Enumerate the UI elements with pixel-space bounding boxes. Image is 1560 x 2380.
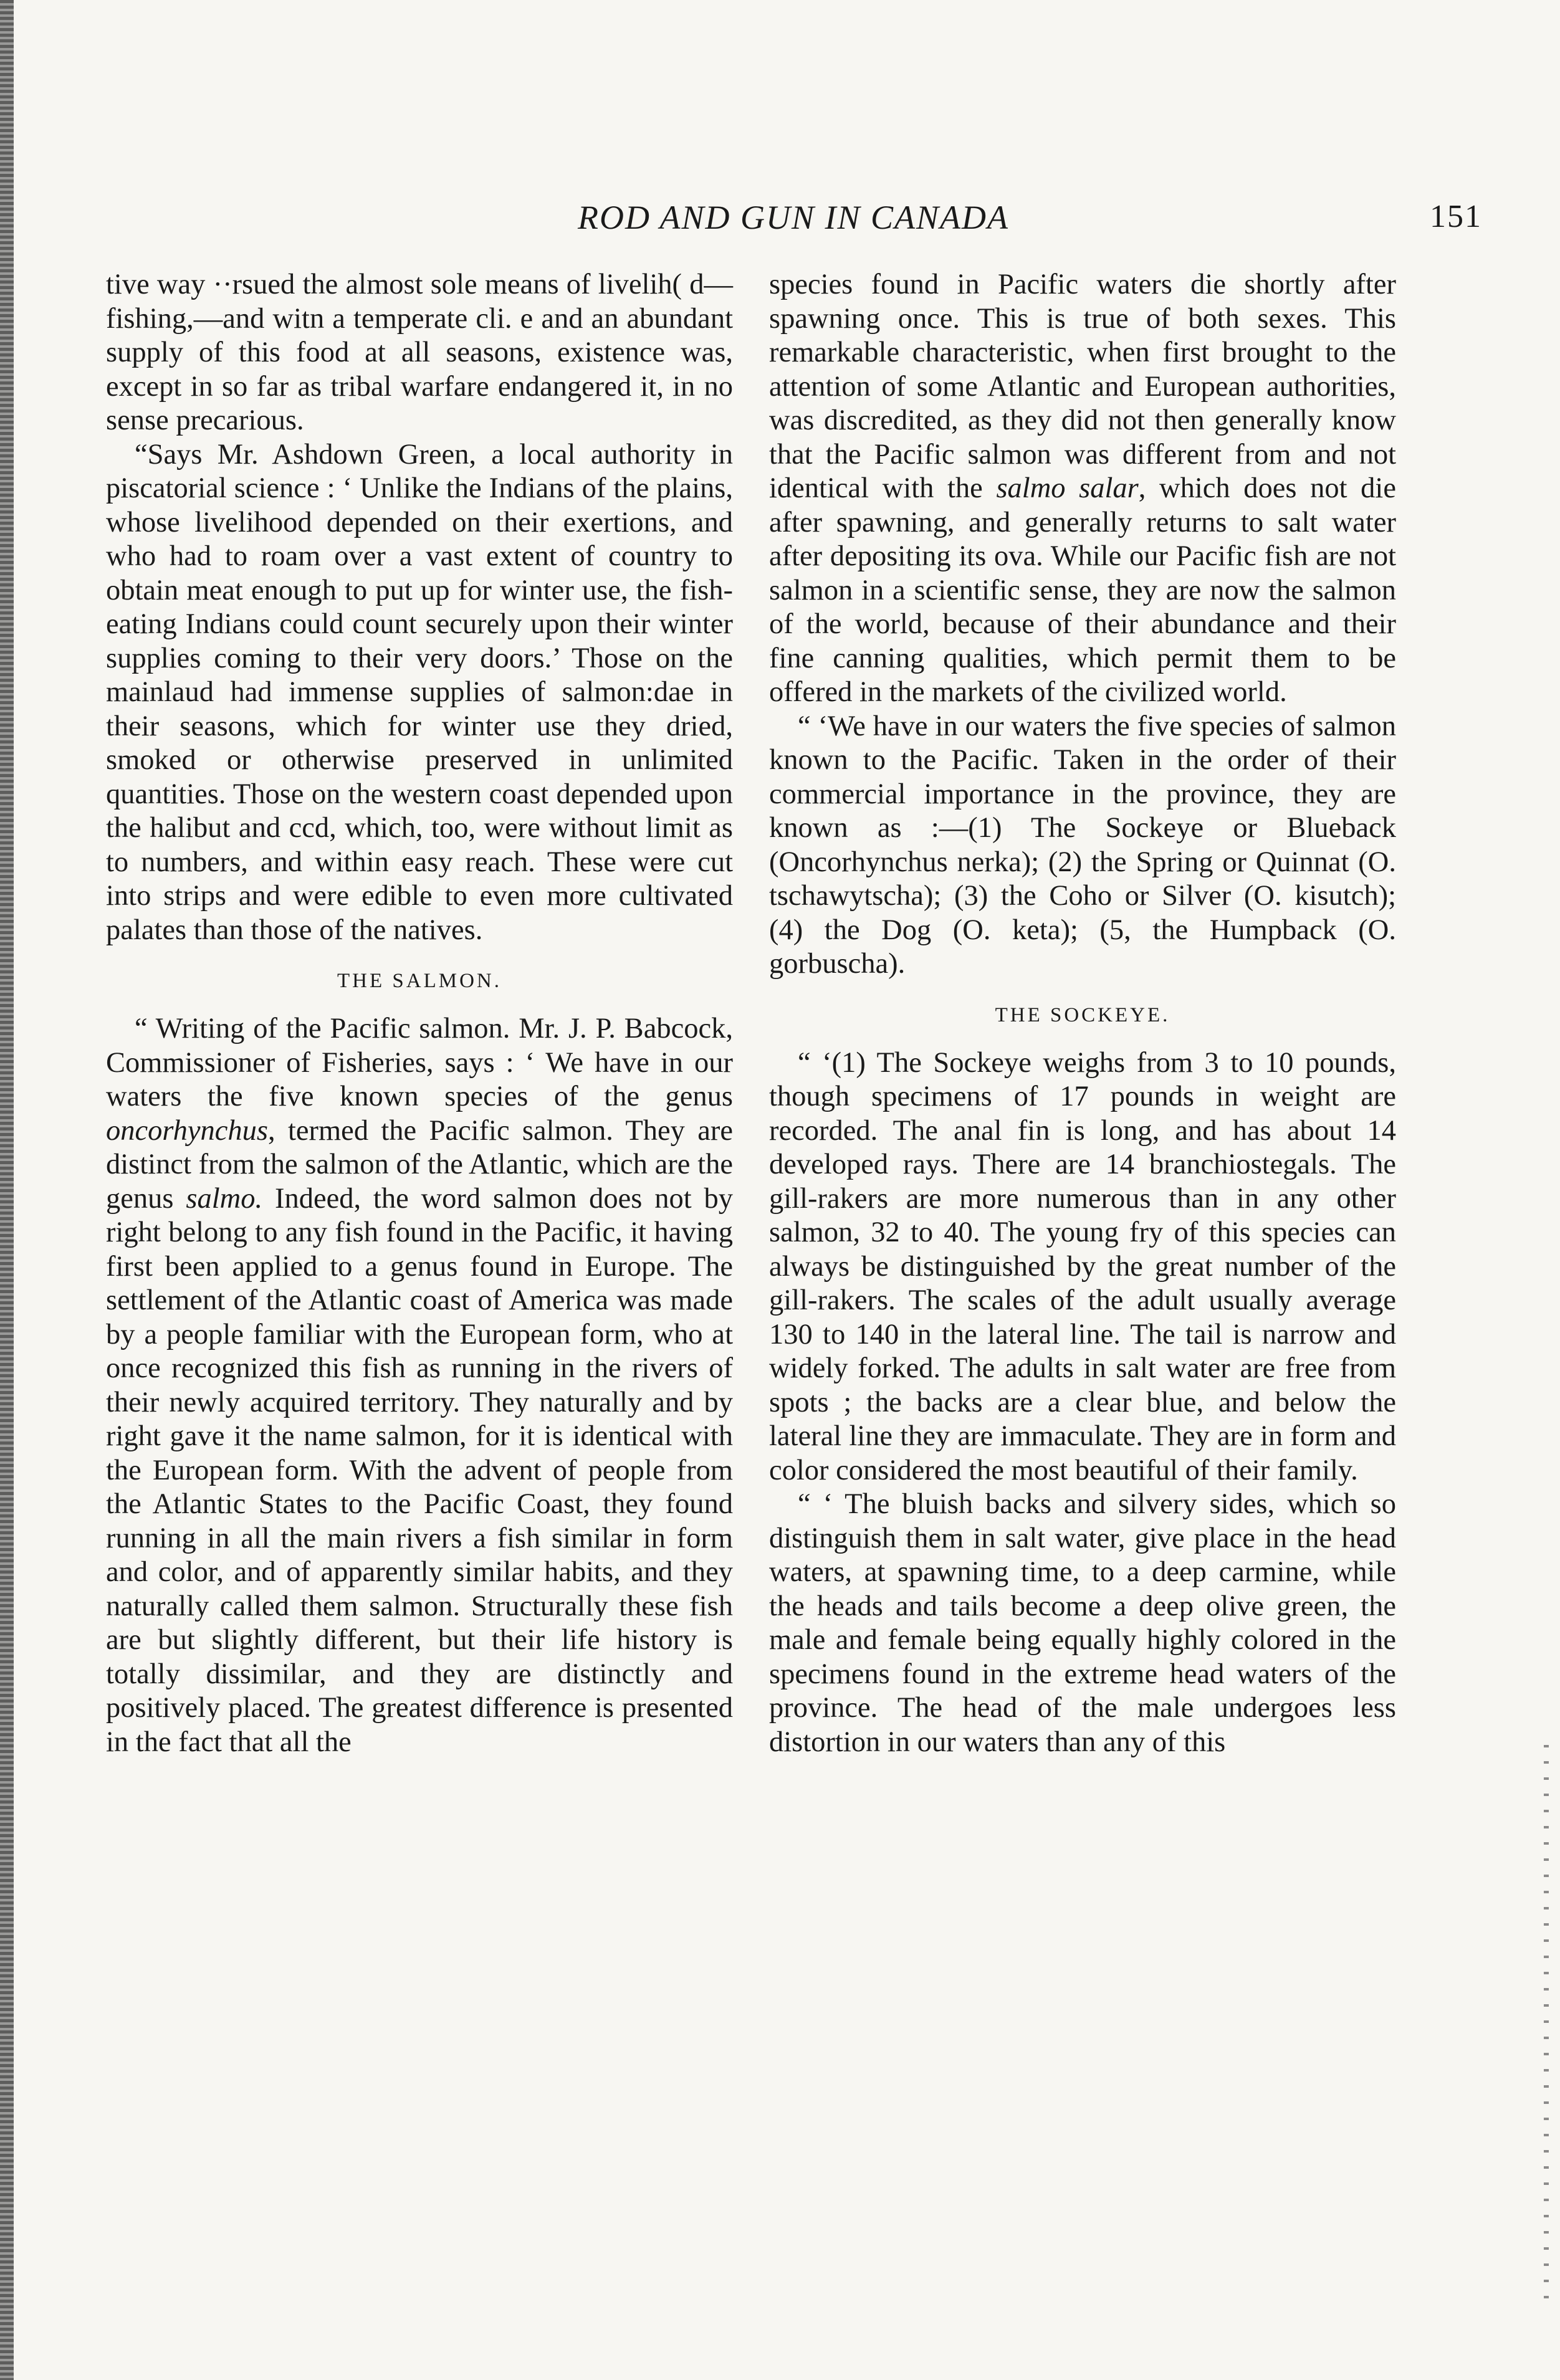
italic-salmo-salar: salmo salar bbox=[996, 472, 1139, 504]
text-run: , which does not die after spawning, and generally returns to salt water after depositing its ova. While our Pacific fish are not salmon in a scientific sense, they are now the salmon of the world, because of their abundance and their fine canning qualities, which permit them to be offered in the markets of the civilized world. bbox=[769, 472, 1396, 708]
page-edge-marks bbox=[1544, 1745, 1549, 2306]
italic-genus-oncorhynchus: oncorhynchus bbox=[106, 1114, 269, 1147]
italic-genus-salmo: salmo. bbox=[186, 1182, 263, 1215]
right-column bbox=[769, 268, 1396, 1759]
section-heading-salmon: THE SALMON. bbox=[337, 970, 502, 992]
section-heading-sockeye: THE SOCKEYE. bbox=[995, 1003, 1170, 1026]
paragraph-five-species: “ ‘We have in our waters the five species of salmon known to the Pacific. Taken in the order of their commercial importance in the province, they are known as :—(1) The Sockeye or Blueback (Oncorhynchus nerka); (2) the Spring or Quinnat (O. tschawytscha); (3) the Coho or Silver (O. kisutch); (4) the Dog (O. keta); (5, the Humpback (O. gorbuscha). bbox=[769, 710, 1396, 980]
running-title: ROD AND GUN IN CANADA bbox=[577, 199, 1009, 236]
paragraph-sockeye-coloring: “ ‘ The bluish backs and silvery sides, which so distinguish them in salt water, give place in the head waters, at spawning time, to a deep carmine, while the heads and tails become a deep olive green, the male and female being equally highly colored in the specimens found in the extreme head waters of the province. The head of the male undergoes less distortion in our waters than any of this bbox=[769, 1488, 1396, 1758]
paragraph-babcock bbox=[106, 1012, 733, 1759]
text-run: “ Writing of the Pacific salmon. Mr. J. P. Babcock, Commissioner of Fisheries, says : ‘ We have in our waters the five known species of the genus bbox=[106, 1013, 733, 1112]
paragraph-ashdown-green: “Says Mr. Ashdown Green, a local authority in piscatorial science : ‘ Unlike the Indians of the plains, whose livelihood depended on their exertions, and who had to roam over a vast extent of country to obtain meat enough to put up for winter use, the fish-eating Indians could count securely upon their winter supplies coming to their very doors.’ Those on the mainlaud had immense supplies of salmon:dae in their seasons, which for winter use they dried, smoked or otherwise preserved in unlimited quantities. Those on the western coast depended upon the halibut and ccd, which, too, were without limit as to numbers, and within easy reach. These were cut into strips and were edible to even more cultivated palates than those of the natives. bbox=[106, 438, 733, 946]
paragraph-sockeye-description: “ ‘(1) The Sockeye weighs from 3 to 10 pounds, though specimens of 17 pounds in weight are recorded. The anal fin is long, and has about 14 developed rays. There are 14 branchiostegals. The gill-rakers are more numerous than in any other salmon, 32 to 40. The young fry of this species can always be distinguished by the great number of the gill-rakers. The scales of the adult usually average 130 to 140 in the lateral line. The tail is narrow and widely forked. The adults in salt water are free from spots ; the backs are a clear blue, and below the lateral line they are immaculate. They are in form and color considered the most beautiful of their family. bbox=[769, 1046, 1396, 1486]
left-column bbox=[106, 268, 733, 1759]
book-binding-edge bbox=[0, 0, 14, 2380]
page-header bbox=[105, 198, 1482, 242]
text-run: , termed the Pacific salmon. They are distinct from the salmon of the Atlantic, which are the genus bbox=[106, 1114, 733, 1215]
text-run: species found in Pacific waters die shortly after spawning once. This is true of both sexes. This remarkable characteristic, when first brought to the attention of some Atlantic and European authorities, was discredited, as they did not then generally know that the Pacific salmon was different from and not identical with the bbox=[769, 269, 1396, 504]
paragraph-livelihood: tive way ··rsued the almost sole means of livelih( d—fishing,—and witn a temperate cli. e and an abundant supply of this food at all seasons, existence was, except in so far as tribal warfare endangered it, in no sense precarious. bbox=[106, 269, 733, 436]
paragraph-pacific-species bbox=[769, 268, 1396, 710]
page-number: 151 bbox=[1430, 199, 1482, 234]
text-run: Indeed, the word salmon does not by right belong to any fish found in the Pacific, it having first been applied to a genus found in Europe. The settlement of the Atlantic coast of America was made by a people familiar with the European form, who at once recognized this fish as running in the rivers of their newly acquired territory. They naturally and by right gave it the name salmon, for it is identical with the European form. With the advent of people from the Atlantic States to the Pacific Coast, they found running in all the main rivers a fish similar in form and color, and of apparently similar habits, and they naturally called them salmon. Structurally these fish are but slightly different, but their life history is totally dissimilar, and they are distinctly and positively placed. The greatest difference is presented in the fact that all the bbox=[106, 1182, 734, 1758]
